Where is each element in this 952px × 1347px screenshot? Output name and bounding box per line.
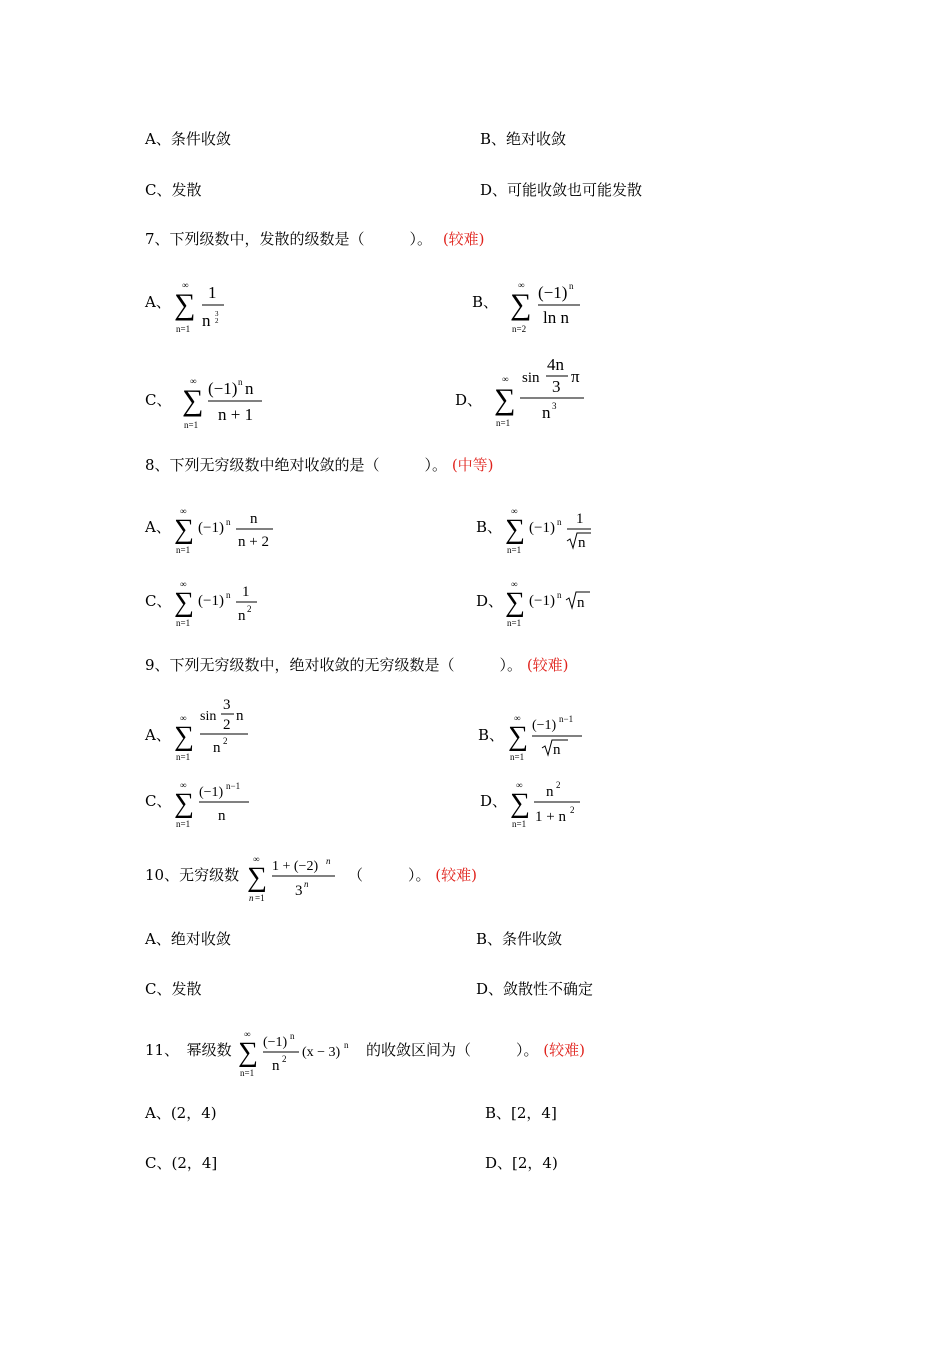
- q10-stem-prefix: 10、无穷级数: [145, 866, 240, 884]
- svg-text:n=2: n=2: [512, 324, 527, 334]
- svg-text:∞: ∞: [244, 1029, 251, 1039]
- svg-text:∑: ∑: [174, 288, 196, 321]
- q9-option-b-label: B、: [478, 726, 505, 744]
- svg-text:∞: ∞: [180, 579, 187, 589]
- svg-text:n: n: [202, 311, 211, 330]
- q11-stem-prefix: 11、 幂级数: [145, 1041, 232, 1059]
- svg-text:2: 2: [570, 805, 575, 815]
- q9-option-c-formula: [172, 776, 262, 832]
- svg-text:n: n: [245, 379, 254, 398]
- q9-difficulty: (较难): [526, 656, 569, 674]
- svg-text:(x − 3): (x − 3): [302, 1045, 341, 1060]
- svg-text:n: n: [250, 511, 258, 527]
- q10-difficulty: (较难): [435, 866, 478, 884]
- svg-text:∞: ∞: [253, 854, 260, 864]
- svg-text:n=1: n=1: [176, 618, 191, 628]
- svg-text:n + 1: n + 1: [218, 405, 254, 424]
- svg-text:n: n: [553, 742, 561, 758]
- svg-text:(−1): (−1): [532, 718, 557, 733]
- svg-text:4n: 4n: [547, 355, 564, 374]
- q8-option-b-label: B、: [476, 518, 503, 536]
- q9-option-a-formula: [172, 693, 262, 765]
- svg-text:(−1): (−1): [529, 593, 555, 609]
- svg-text:sin: sin: [522, 370, 540, 386]
- svg-text:2: 2: [223, 717, 231, 733]
- q8-stem: 8、下列无穷级数中绝对收敛的是（ ）。: [145, 456, 448, 474]
- q7-stem: 7、下列级数中，发散的级数是（ ）。: [145, 230, 433, 248]
- svg-text:∑: ∑: [494, 383, 516, 416]
- svg-text:n−1: n−1: [226, 781, 241, 791]
- q11-option-b: B、[2，4]: [485, 1104, 557, 1122]
- svg-text:n: n: [304, 879, 309, 889]
- q7-option-d-label: D、: [455, 391, 483, 409]
- svg-text:∑: ∑: [182, 384, 204, 417]
- q7-stem-line: [145, 232, 485, 247]
- svg-text:n=1: n=1: [176, 545, 191, 555]
- svg-text:∑: ∑: [174, 721, 194, 752]
- svg-text:∑: ∑: [174, 514, 194, 545]
- svg-text:∞: ∞: [180, 713, 187, 723]
- svg-text:∞: ∞: [180, 780, 187, 790]
- svg-text:∞: ∞: [180, 506, 187, 516]
- svg-text:sin: sin: [200, 709, 217, 724]
- svg-text:∑: ∑: [510, 288, 532, 321]
- svg-text:∑: ∑: [174, 788, 194, 819]
- svg-text:n: n: [344, 1040, 349, 1050]
- svg-text:∞: ∞: [511, 579, 518, 589]
- svg-text:π: π: [571, 367, 580, 386]
- q11-series-formula: [236, 1026, 366, 1082]
- svg-text:n: n: [569, 281, 574, 291]
- svg-text:ln n: ln n: [543, 308, 569, 327]
- svg-text:n=1: n=1: [507, 545, 522, 555]
- svg-text:n=1: n=1: [510, 752, 525, 762]
- svg-text:n: n: [542, 403, 551, 422]
- svg-text:n: n: [546, 784, 554, 800]
- q8-option-b-formula: [503, 505, 603, 560]
- svg-text:(−1): (−1): [208, 379, 238, 398]
- q7-option-c-formula: [180, 372, 270, 434]
- svg-text:n=1: n=1: [184, 420, 199, 430]
- svg-text:2: 2: [282, 1054, 287, 1064]
- svg-text:1 + (−2): 1 + (−2): [272, 859, 319, 874]
- svg-text:(−1): (−1): [198, 593, 224, 609]
- q7-option-a-formula: [172, 276, 232, 338]
- svg-text:∞: ∞: [518, 280, 525, 290]
- q11-option-d: D、[2，4): [485, 1154, 558, 1172]
- q10-option-d: D、敛散性不确定: [476, 980, 594, 998]
- q6-option-b: B、绝对收敛: [480, 130, 567, 148]
- svg-text:3: 3: [223, 697, 231, 713]
- svg-text:n: n: [577, 595, 585, 611]
- q9-stem: 9、下列无穷级数中，绝对收敛的无穷级数是（ ）。: [145, 656, 523, 674]
- q10-stem-tail: [348, 868, 477, 883]
- q8-stem-line: [145, 458, 494, 473]
- svg-text:n−1: n−1: [559, 714, 574, 724]
- q10-series-formula: [245, 852, 345, 908]
- q6-option-c: C、发散: [145, 181, 202, 199]
- svg-text:∑: ∑: [505, 514, 525, 545]
- q6-option-d: D、可能收敛也可能发散: [480, 181, 643, 199]
- q11-stem-suffix: 的收敛区间为（ ）。: [366, 1041, 539, 1059]
- q7-option-d-formula: [492, 352, 592, 432]
- svg-text:n=1: n=1: [176, 752, 191, 762]
- svg-text:n: n: [238, 377, 243, 387]
- q11-stem-tail: [366, 1043, 585, 1058]
- svg-text:n: n: [236, 708, 244, 724]
- svg-text:1: 1: [576, 511, 584, 527]
- svg-text:n: n: [226, 517, 231, 527]
- q7-option-b-label: B、: [472, 293, 499, 311]
- svg-text:∞: ∞: [190, 376, 197, 386]
- q8-option-c-formula: [172, 578, 272, 633]
- q7-difficulty: (较难): [442, 230, 485, 248]
- q9-option-d-label: D、: [480, 792, 508, 810]
- svg-text:∞: ∞: [514, 713, 521, 723]
- svg-text:n=1: n=1: [176, 819, 191, 829]
- svg-text:(−1): (−1): [529, 520, 555, 536]
- svg-text:n: n: [578, 535, 586, 551]
- svg-text:n=1: n=1: [512, 819, 527, 829]
- svg-text:n=1: n=1: [496, 418, 511, 428]
- svg-text:n: n: [238, 608, 246, 624]
- q9-option-d-formula: [508, 776, 598, 832]
- q9-option-b-formula: [506, 708, 596, 764]
- q11-option-c: C、(2，4]: [145, 1154, 218, 1172]
- q10-option-c: C、发散: [145, 980, 202, 998]
- q11-option-a: A、(2，4): [145, 1104, 217, 1122]
- svg-text:3: 3: [552, 401, 557, 411]
- svg-text:n=1: n=1: [240, 1068, 255, 1078]
- svg-text:n=1: n=1: [176, 324, 191, 334]
- svg-text:n: n: [557, 590, 562, 600]
- q9-option-a-label: A、: [145, 726, 171, 744]
- q7-option-a-label: A、: [145, 293, 171, 311]
- svg-text:n: n: [213, 740, 221, 756]
- svg-text:n + 2: n + 2: [238, 534, 269, 550]
- svg-text:n=1: n=1: [507, 618, 522, 628]
- svg-text:(−1): (−1): [263, 1035, 288, 1050]
- svg-text:2: 2: [215, 317, 219, 325]
- q7-option-b-formula: [508, 276, 588, 338]
- svg-text:∑: ∑: [247, 862, 267, 893]
- svg-text:(−1): (−1): [538, 283, 568, 302]
- svg-text:∑: ∑: [508, 721, 528, 752]
- svg-text:3: 3: [215, 310, 219, 318]
- svg-text:n: n: [290, 1031, 295, 1041]
- svg-text:2: 2: [556, 780, 561, 790]
- q8-option-d-label: D、: [476, 592, 504, 610]
- svg-text:n: n: [557, 517, 562, 527]
- svg-text:2: 2: [223, 736, 228, 746]
- svg-text:n: n: [226, 590, 231, 600]
- q10-stem-suffix: （ ）。: [348, 866, 431, 884]
- svg-text:∑: ∑: [510, 788, 530, 819]
- q8-option-a-formula: [172, 505, 282, 560]
- svg-text:n: n: [272, 1058, 280, 1074]
- svg-text:1: 1: [208, 283, 217, 302]
- q8-difficulty: (中等): [451, 456, 494, 474]
- svg-text:∞: ∞: [511, 506, 518, 516]
- svg-text:∞: ∞: [182, 280, 189, 290]
- svg-text:1 + n: 1 + n: [535, 809, 566, 825]
- svg-text:3: 3: [552, 377, 561, 396]
- q7-option-c-label: C、: [145, 391, 172, 409]
- svg-text:(−1): (−1): [198, 520, 224, 536]
- svg-text:1: 1: [242, 584, 250, 600]
- q6-option-a: A、条件收敛: [145, 130, 231, 148]
- svg-text:∑: ∑: [505, 587, 525, 618]
- svg-text:n: n: [218, 808, 226, 824]
- svg-text:n: n: [326, 856, 331, 866]
- svg-text:∞: ∞: [516, 780, 523, 790]
- svg-text:3: 3: [295, 883, 303, 899]
- svg-text:∞: ∞: [502, 374, 509, 384]
- q9-stem-line: [145, 658, 569, 673]
- svg-text:=1: =1: [255, 893, 265, 903]
- q10-option-b: B、条件收敛: [476, 930, 563, 948]
- svg-text:2: 2: [247, 604, 252, 614]
- svg-text:∑: ∑: [238, 1037, 258, 1068]
- svg-text:(−1): (−1): [199, 785, 224, 800]
- q8-option-c-label: C、: [145, 592, 172, 610]
- q8-option-d-formula: [503, 578, 603, 633]
- q9-option-c-label: C、: [145, 792, 172, 810]
- q11-difficulty: (较难): [543, 1041, 586, 1059]
- svg-text:n: n: [249, 893, 254, 903]
- svg-text:∑: ∑: [174, 587, 194, 618]
- q8-option-a-label: A、: [145, 518, 171, 536]
- q10-option-a: A、绝对收敛: [145, 930, 231, 948]
